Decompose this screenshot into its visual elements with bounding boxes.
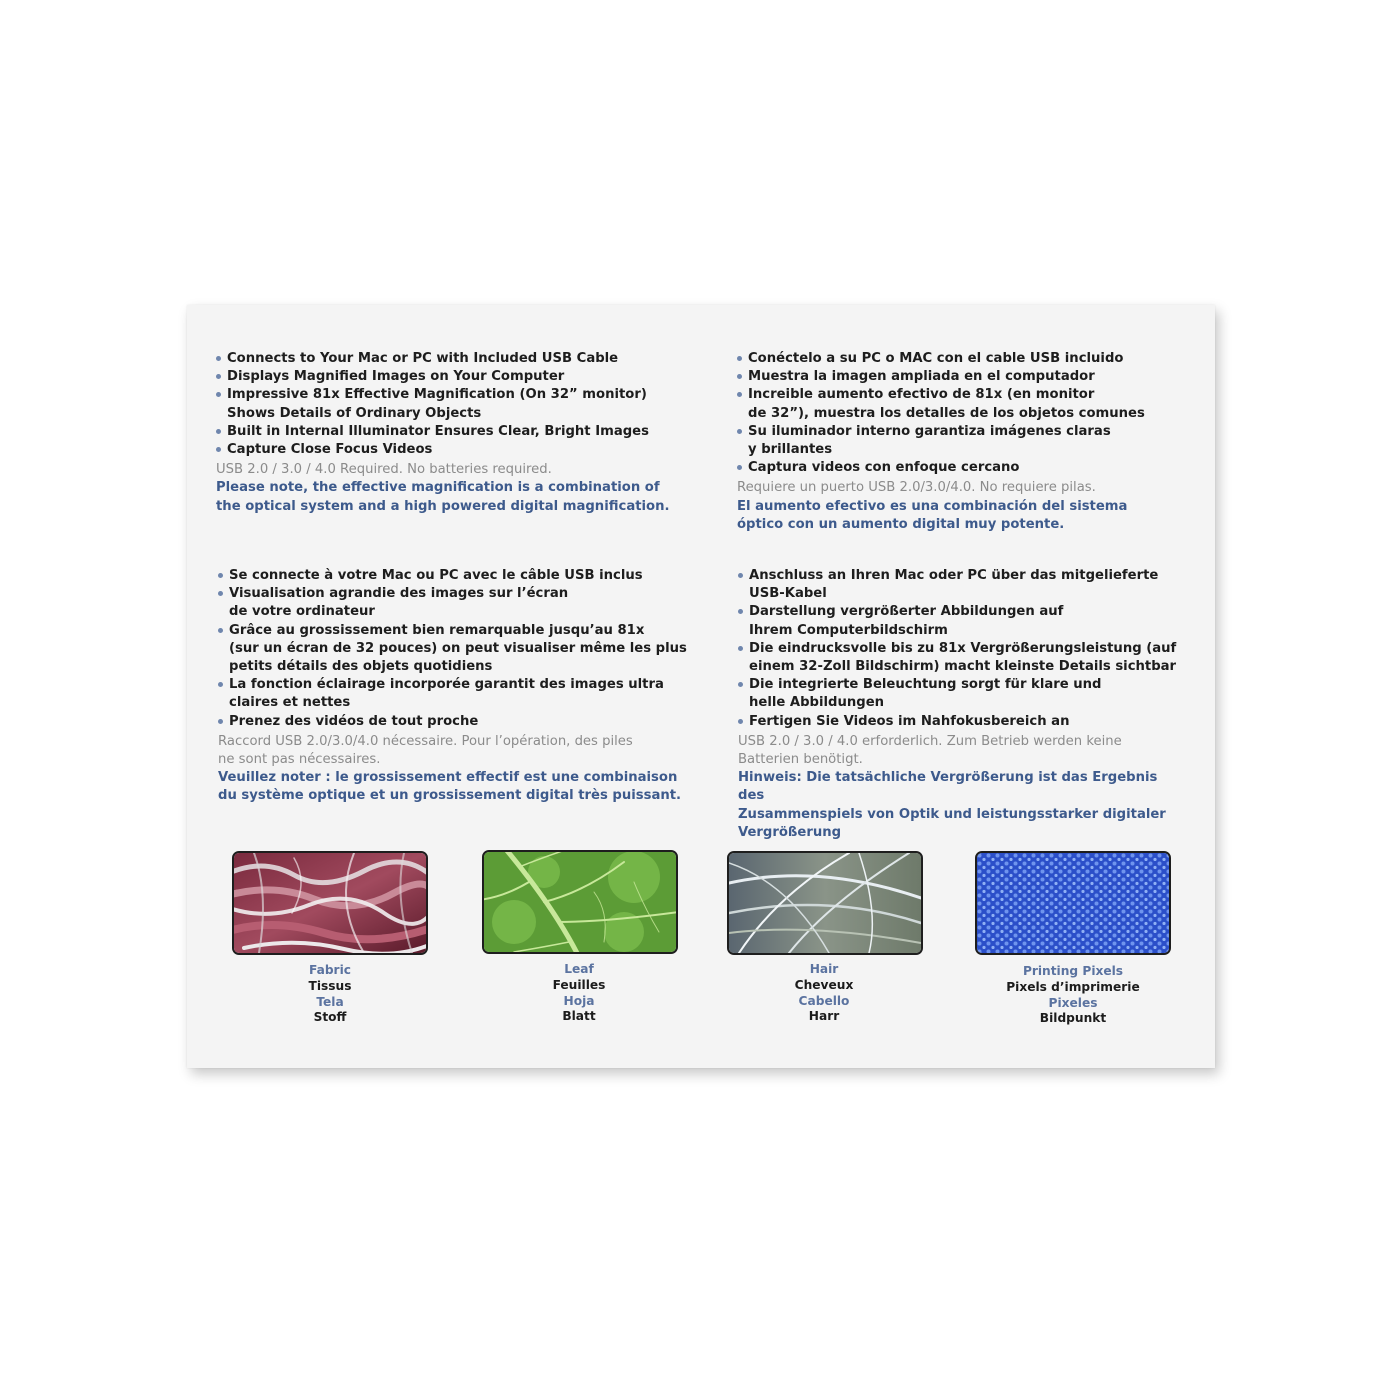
spanish-requirement: Requiere un puerto USB 2.0/3.0/4.0. No requiere pilas. bbox=[737, 480, 1096, 496]
list-item: Fertigen Sie Videos im Nahfokusbereich an bbox=[738, 713, 1178, 731]
caption-spanish: Hoja bbox=[563, 993, 595, 1008]
caption-english: Hair bbox=[809, 962, 839, 976]
printing-pixels-sample-image bbox=[975, 851, 1171, 955]
spanish-note: El aumento efectivo es una combinación del sistema óptico con un aumento digital muy potente. bbox=[737, 498, 1128, 532]
caption-french: Feuilles bbox=[552, 977, 606, 992]
german-requirement: USB 2.0 / 3.0 / 4.0 erforderlich. Zum Betrieb werden keine Batterien benötigt. bbox=[738, 733, 1122, 768]
caption-german: Harr bbox=[808, 1009, 840, 1024]
list-item: Su iluminador interno garantiza imágenes claras y brillantes bbox=[737, 423, 1177, 459]
list-item: Impressive 81x Effective Magnification (On 32” monitor) Shows Details of Ordinary Objects bbox=[216, 386, 686, 422]
caption-english: Fabric bbox=[309, 963, 351, 977]
list-item: Muestra la imagen ampliada en el computador bbox=[737, 368, 1177, 386]
list-item: Capture Close Focus Videos bbox=[216, 441, 686, 459]
caption-english: Printing Pixels bbox=[1022, 964, 1124, 978]
spanish-section bbox=[737, 350, 1177, 534]
fabric-caption bbox=[230, 963, 430, 1026]
list-item: Anschluss an Ihren Mac oder PC über das mitgelieferte USB-Kabel bbox=[738, 567, 1178, 603]
german-section bbox=[738, 567, 1178, 842]
caption-french: Tissus bbox=[308, 978, 352, 993]
fabric-sample-image bbox=[232, 851, 428, 955]
french-requirement: Raccord USB 2.0/3.0/4.0 nécessaire. Pour l’opération, des piles ne sont pas nécessaires. bbox=[218, 733, 633, 768]
caption-spanish: Pixeles bbox=[1048, 995, 1098, 1010]
list-item: Darstellung vergrößerter Abbildungen auf Ihrem Computerbildschirm bbox=[738, 603, 1178, 639]
list-item: Die integrierte Beleuchtung sorgt für klare und helle Abbildungen bbox=[738, 676, 1178, 712]
list-item: Captura videos con enfoque cercano bbox=[737, 459, 1177, 477]
french-note: Veuillez noter : le grossissement effectif est une combinaison du système optique et un grossissement digital très puissant. bbox=[218, 770, 682, 804]
english-feature-list bbox=[216, 350, 686, 459]
list-item: La fonction éclairage incorporée garantit des images ultra claires et nettes bbox=[218, 676, 688, 712]
instruction-card bbox=[187, 305, 1215, 1068]
leaf-caption bbox=[479, 962, 679, 1025]
list-item: Die eindrucksvolle bis zu 81x Vergrößerungsleistung (auf einem 32-Zoll Bildschirm) macht kleinste Details sichtbar bbox=[738, 640, 1178, 676]
german-note: Hinweis: Die tatsächliche Vergrößerung ist das Ergebnis des Zusammenspiels von Optik und leistungsstarker digitaler Vergrößerung bbox=[738, 770, 1166, 840]
caption-french: Pixels d’imprimerie bbox=[1006, 979, 1140, 994]
list-item: Conéctelo a su PC o MAC con el cable USB incluido bbox=[737, 350, 1177, 368]
caption-spanish: Tela bbox=[316, 994, 344, 1009]
french-section bbox=[218, 567, 688, 806]
french-feature-list bbox=[218, 567, 688, 731]
english-requirement: USB 2.0 / 3.0 / 4.0 Required. No batteries required. bbox=[216, 462, 552, 478]
spanish-feature-list bbox=[737, 350, 1177, 477]
list-item: Se connecte à votre Mac ou PC avec le câble USB inclus bbox=[218, 567, 688, 585]
list-item: Increible aumento efectivo de 81x (en monitor de 32”), muestra los detalles de los objetos comunes bbox=[737, 386, 1177, 422]
caption-french: Cheveux bbox=[794, 977, 854, 992]
leaf-sample-image bbox=[482, 850, 678, 954]
list-item: Connects to Your Mac or PC with Included USB Cable bbox=[216, 350, 686, 368]
english-note: Please note, the effective magnification is a combination of the optical system and a high powered digital magnification. bbox=[216, 480, 670, 514]
caption-spanish: Cabello bbox=[798, 993, 850, 1008]
hair-sample-image bbox=[727, 851, 923, 955]
list-item: Prenez des vidéos de tout proche bbox=[218, 713, 688, 731]
caption-english: Leaf bbox=[564, 962, 594, 976]
caption-german: Blatt bbox=[562, 1009, 596, 1024]
list-item: Grâce au grossissement bien remarquable jusqu’au 81x (sur un écran de 32 pouces) on peut visualiser même les plus petits détails des objets quotidiens bbox=[218, 622, 688, 677]
list-item: Displays Magnified Images on Your Computer bbox=[216, 368, 686, 386]
caption-german: Stoff bbox=[313, 1010, 347, 1025]
list-item: Built in Internal Illuminator Ensures Clear, Bright Images bbox=[216, 423, 686, 441]
english-section bbox=[216, 350, 686, 516]
printing-pixels-caption bbox=[973, 964, 1173, 1027]
hair-caption bbox=[724, 962, 924, 1025]
german-feature-list bbox=[738, 567, 1178, 731]
list-item: Visualisation agrandie des images sur l’écran de votre ordinateur bbox=[218, 585, 688, 621]
caption-german: Bildpunkt bbox=[1039, 1011, 1107, 1026]
